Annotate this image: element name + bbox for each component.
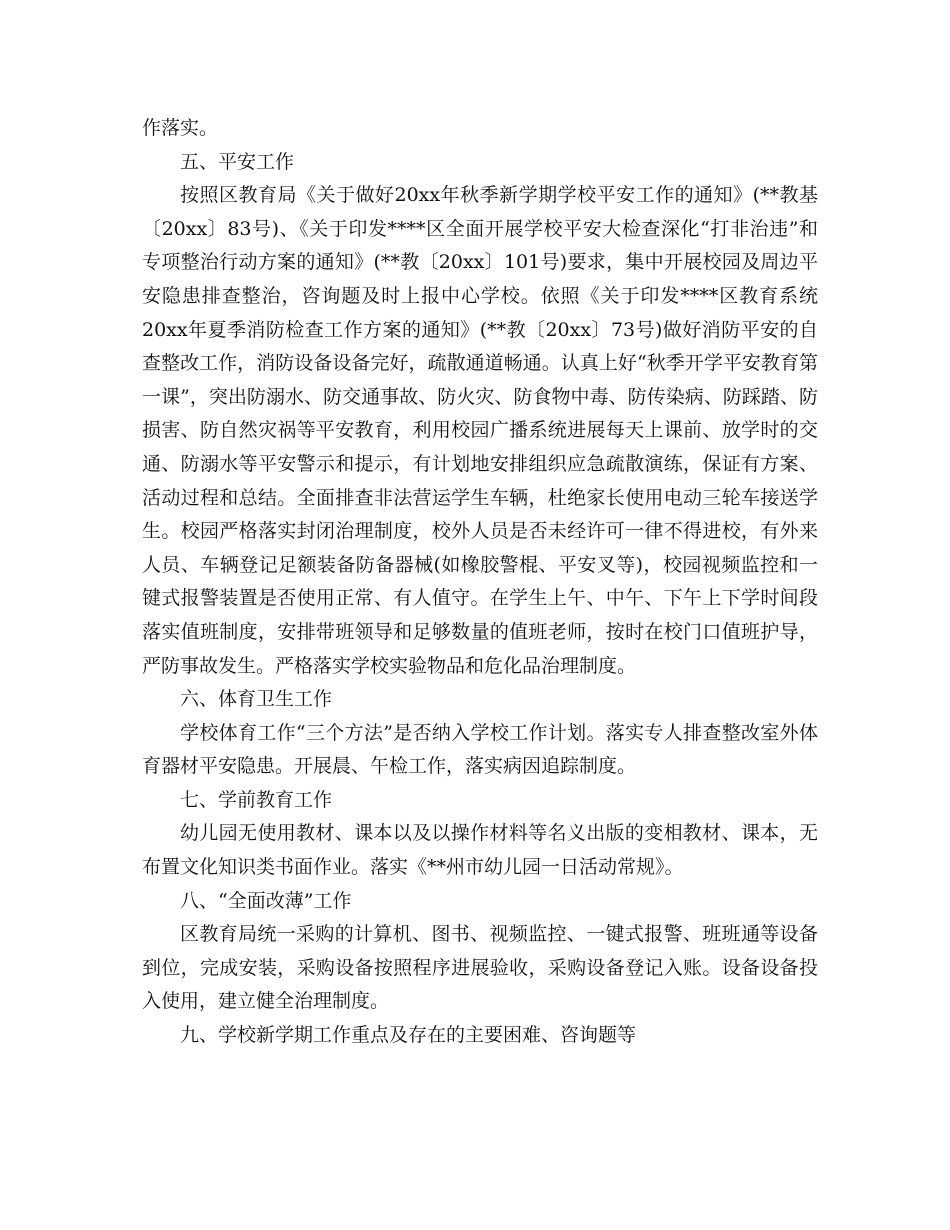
section-body-improvement: 区教育局统一采购的计算机、图书、视频监控、一键式报警、班班通等设备到位，完成安装，采购设备按照程序进展验收，采购设备登记入账。设备设备投入使用，建立健全治理制度。 (142, 923, 818, 1013)
continuation-text: 作落实。 (142, 117, 219, 139)
section-body-sports-health: 学校体育工作“三个方法”是否纳入学校工作计划。落实专人排查整改室外体育器材平安隐患。开展晨、午检工作，落实病因追踪制度。 (142, 721, 818, 778)
section-body-safety: 按照区教育局《关于做好20xx年秋季新学期学校平安工作的通知》(**教基〔20xx〕83号)、《关于印发****区全面开展学校平安大检查深化“打非治违”和专项整治行动方案的通知》(**教〔20xx〕101号)要求，集中开展校园及周边平安隐患排查整治，咨询题及时上报中心学校。依照《关于印发****区教育系统20xx年夏季消防检查工作方案的通知》(**教〔20xx〕73号)做好消防平安的自查整改工作，消防设备设备完好，疏散通道畅通。认真上好“秋季开学平安教育第一课”，突出防溺水、防交通事故、防火灾、防食物中毒、防传染病、防踩踏、防损害、防自然灾祸等平安教育，利用校园广播系统进展每天上课前、放学时的交通、防溺水等平安警示和提示，有计划地安排组织应急疏散演练，保证有方案、活动过程和总结。全面排查非法营运学生车辆，杜绝家长使用电动三轮车接送学生。校园严格落实封闭治理制度，校外人员是否未经许可一律不得进校，有外来人员、车辆登记足额装备防备器械(如橡胶警棍、平安叉等)，校园视频监控和一键式报警装置是否使用正常、有人值守。在学生上午、中午、下午上下学时间段落实值班制度，安排带班领导和足够数量的值班老师，按时在校门口值班护导，严防事故发生。严格落实学校实验物品和危化品治理制度。 (142, 184, 818, 677)
section-heading-improvement: 八、“全面改薄”工作 (180, 889, 352, 912)
section-heading-priorities: 九、学校新学期工作重点及存在的主要困难、咨询题等 (180, 1024, 637, 1047)
section-body-preschool: 幼儿园无使用教材、课本以及以操作材料等名义出版的变相教材、课本，无布置文化知识类书面作业。落实《**州市幼儿园一日活动常规》。 (142, 822, 818, 879)
section-heading-safety: 五、平安工作 (180, 150, 295, 173)
section-heading-preschool: 七、学前教育工作 (180, 788, 333, 811)
section-heading-sports-health: 六、体育卫生工作 (180, 688, 333, 711)
document-page (142, 112, 818, 1053)
